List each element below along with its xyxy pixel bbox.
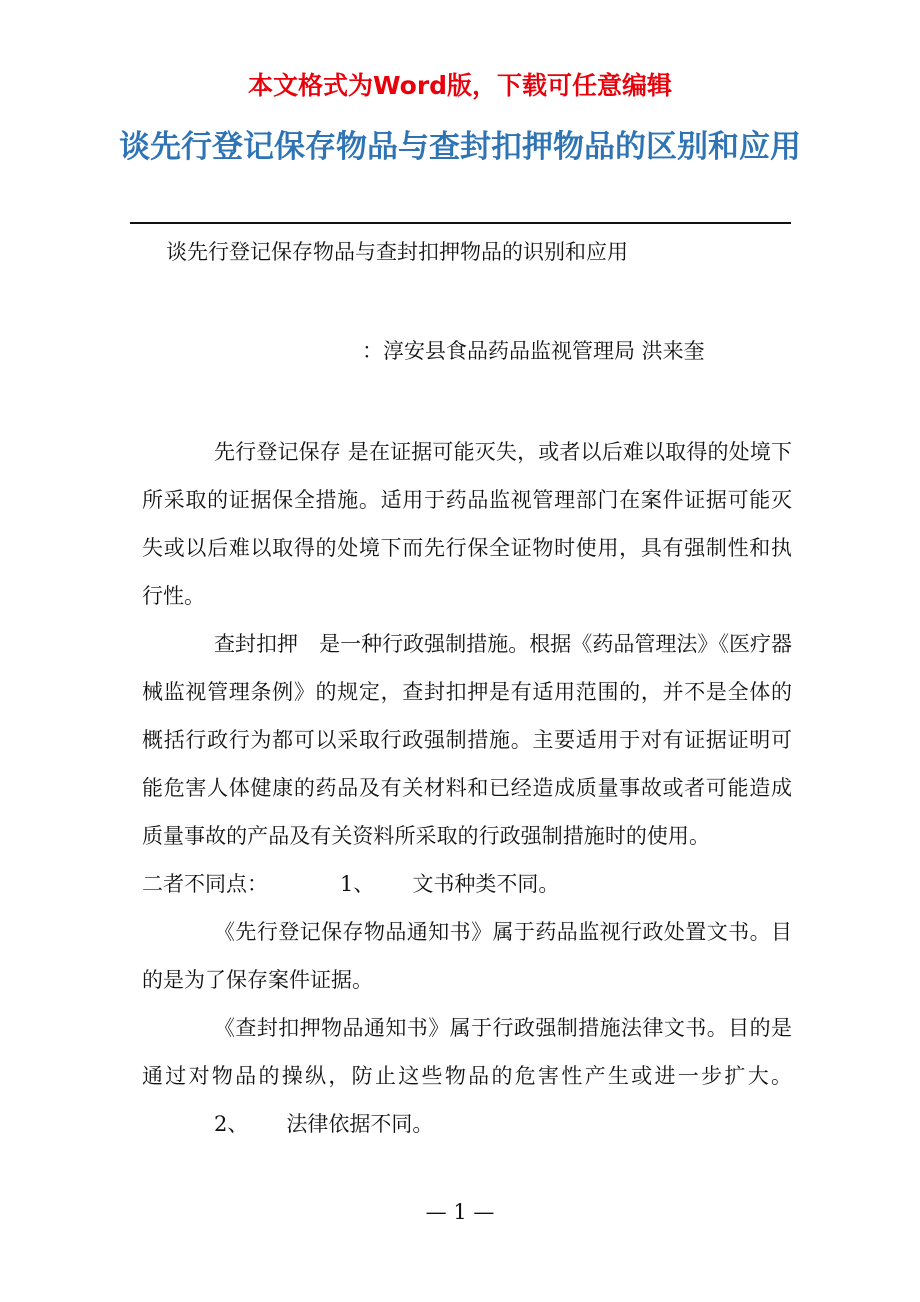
differences-heading: 二者不同点： [142,872,268,896]
paragraph-seizure-text: 查封扣押 是一种行政强制措施。根据《药品管理法》《医疗器械监视管理条例》的规定，查封扣押是有适用范围的，并不是全体的概括行政行为都可以采取行政强制措施。主要适用于对有证据证明可能危害人体健康的药品及有关材料和已经造成质量事故或者可能造成质量事故的产品及有关资料所采取的行政强制措施时的使用。 [142,632,792,848]
paragraph-preservation-notice [142,908,792,1004]
list-item-1-text: 文书种类不同。 [412,872,560,896]
author-line: ：淳安县食品药品监视管理局 洪来奎 [362,339,705,363]
title-divider [130,222,791,224]
document-title: 谈先行登记保存物品与查封扣押物品的区别和应用 [119,129,801,165]
document-body [142,428,792,1148]
format-banner: 本文格式为Word版，下载可任意编辑 [247,71,673,100]
paragraph-preservation-notice-text: 《先行登记保存物品通知书》属于药品监视行政处置文书。目的是为了保存案件证据。 [142,920,792,992]
list-number-1: 1、 [340,872,375,896]
paragraph-preservation-text: 先行登记保存 是在证据可能灭失，或者以后难以取得的处境下所采取的证据保全措施。适用于药品监视管理部门在案件证据可能灭失或以后难以取得的处境下而先行保全证物时使用，具有强制性和执行性。 [142,440,792,608]
paragraph-seizure-notice-text: 《查封扣押物品通知书》属于行政强制措施法律文书。目的是通过对物品的操纵，防止这些物品的危害性产生或进一步扩大。 [142,1016,792,1088]
page-number: — 1 — [425,1200,495,1224]
paragraph-seizure [142,620,792,908]
document-subtitle: 谈先行登记保存物品与查封扣押物品的识别和应用 [166,240,628,264]
paragraph-seizure-notice [142,1004,792,1148]
list-number-2: 2、 [214,1112,249,1136]
paragraph-preservation [142,428,792,620]
list-item-2-text: 法律依据不同。 [286,1112,434,1136]
